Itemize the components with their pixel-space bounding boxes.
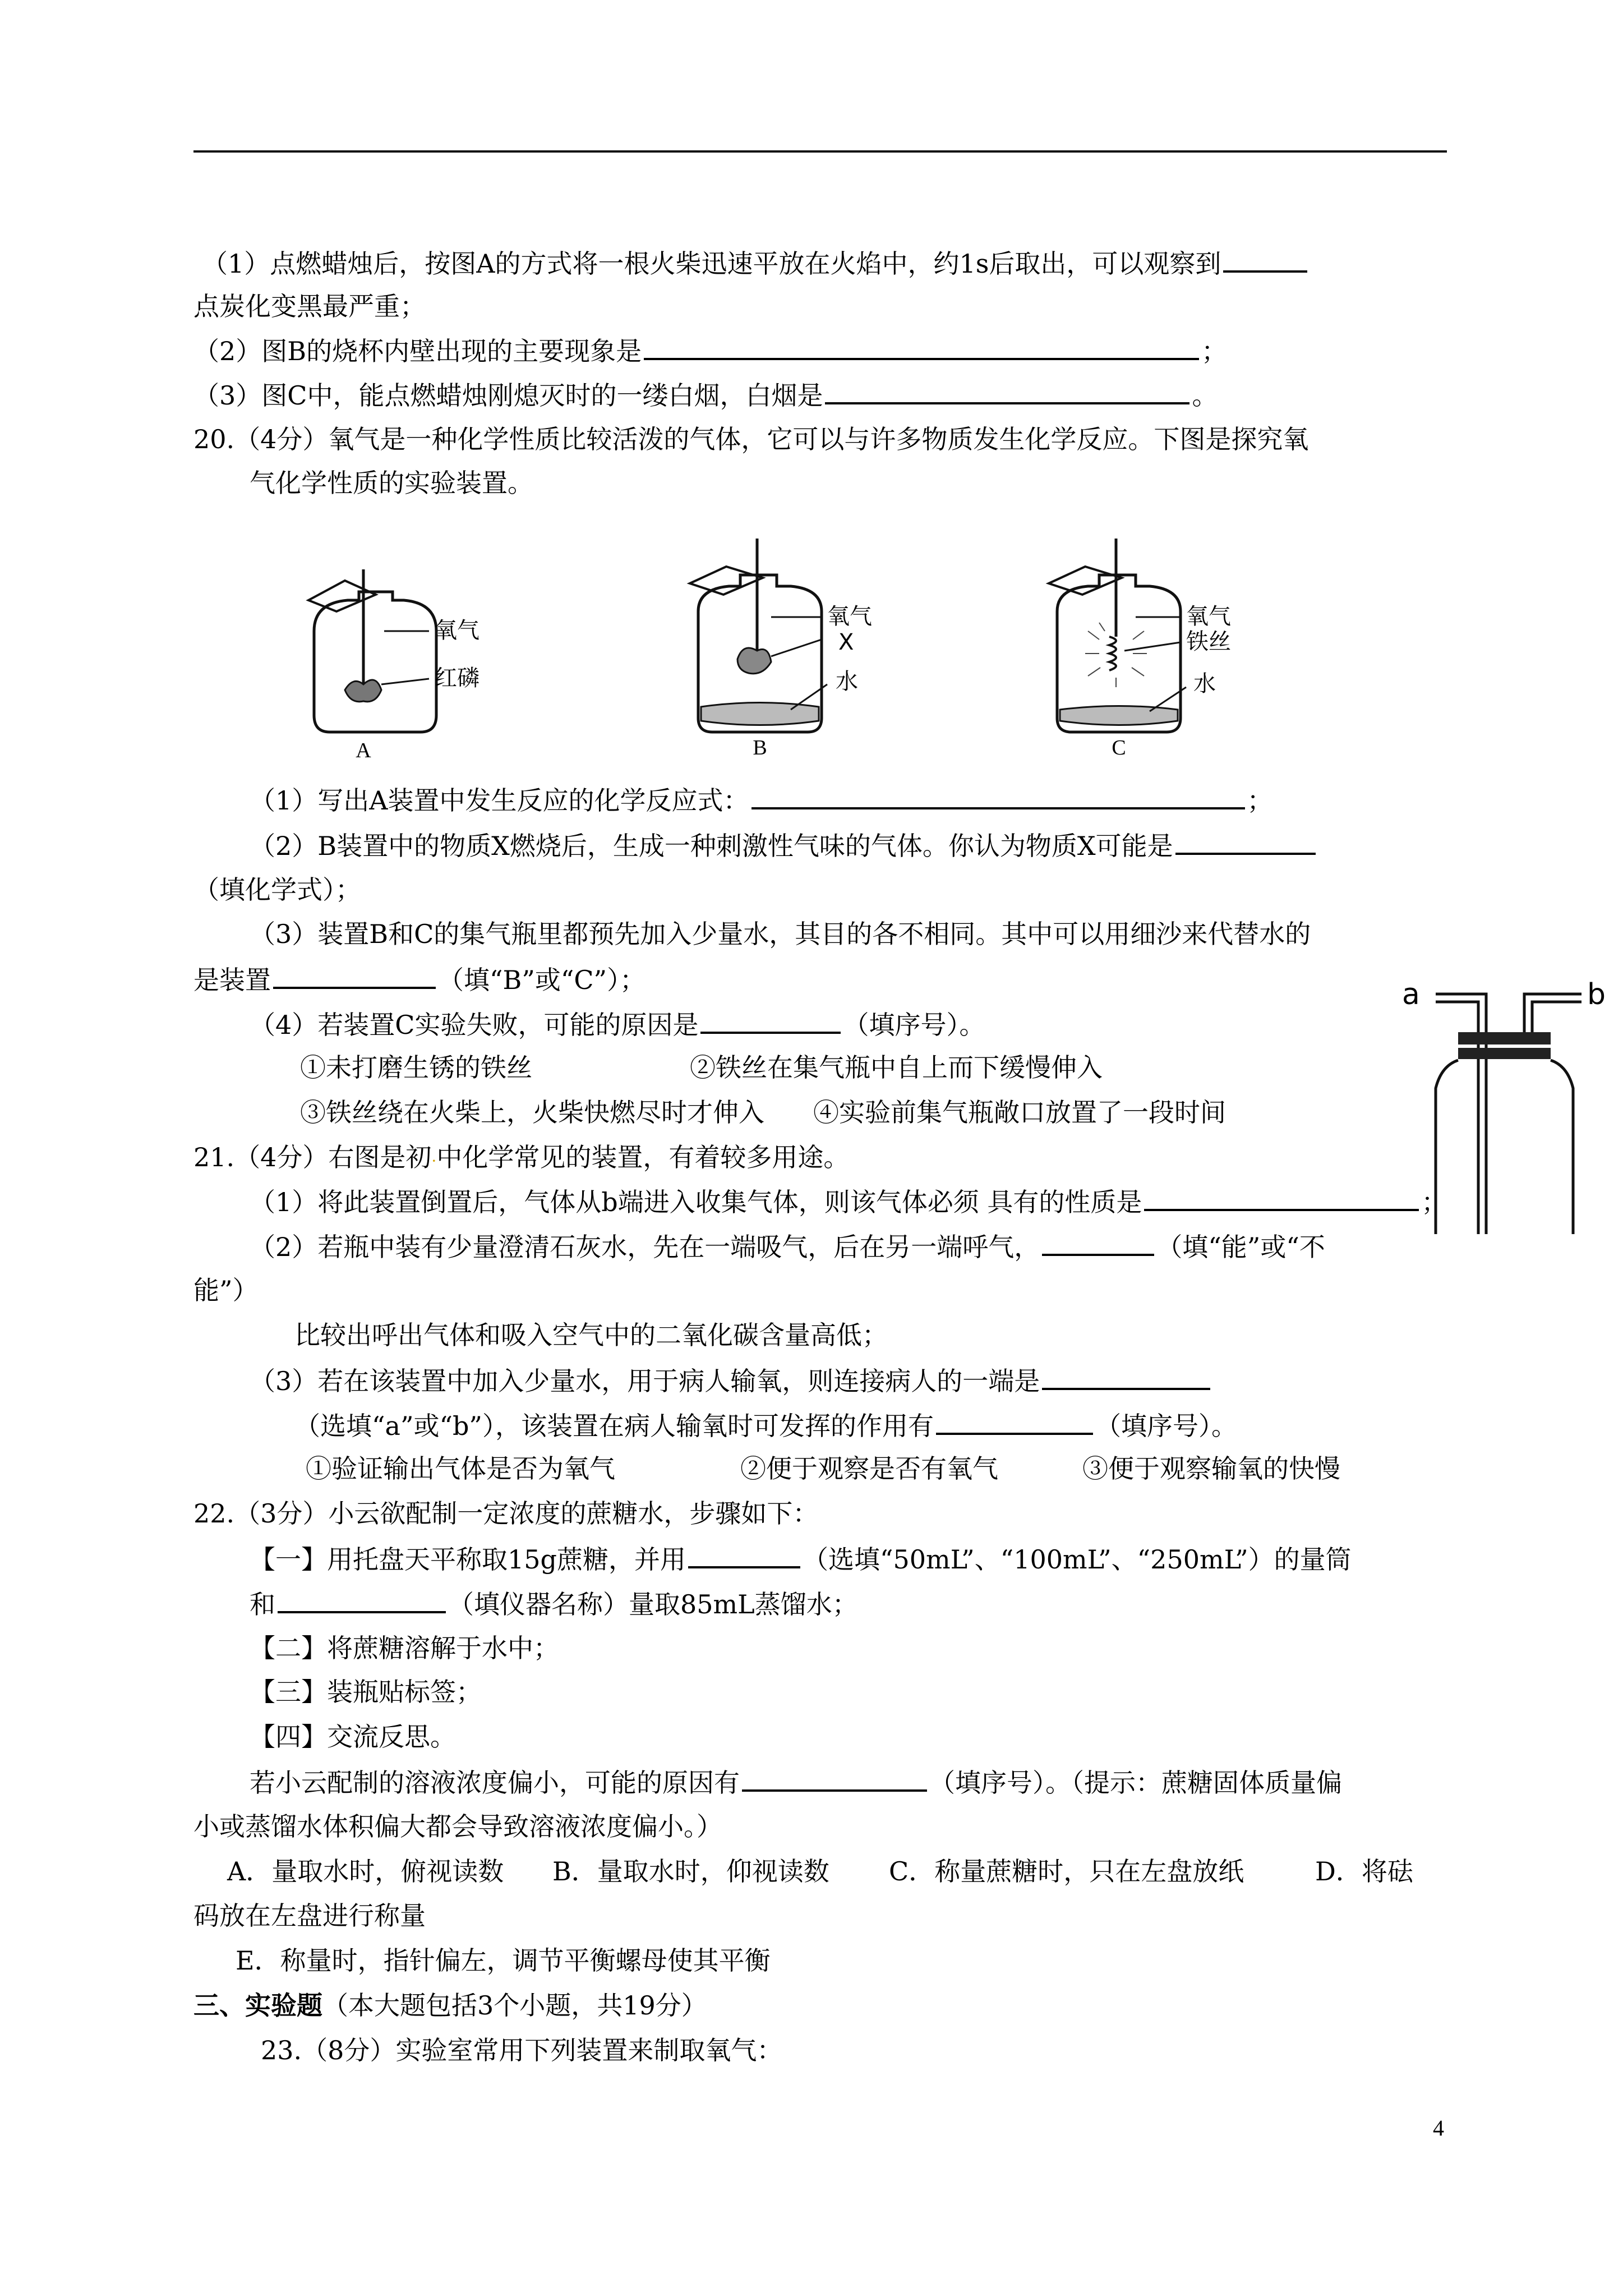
q22-option-d-cont: 码放在左盘进行称量 xyxy=(193,1901,426,1931)
q22-option-a: A．量取水时，俯视读数 xyxy=(227,1856,504,1887)
answer-blank[interactable] xyxy=(825,379,1189,404)
answer-blank[interactable] xyxy=(936,1409,1093,1435)
answer-blank[interactable] xyxy=(688,1543,800,1568)
q21-part1: （1）将此装置倒置后，气体从b端进入收集气体，则该气体必须 具有的性质是 ； xyxy=(250,1185,1447,1219)
q21-option-2: ②便于观察是否有氧气 xyxy=(740,1453,998,1484)
answer-blank[interactable] xyxy=(751,784,1245,809)
q21-part3-line2: （选填“a”或“b”），该装置在病人输氧时可发挥的作用有 （填序号）。 xyxy=(294,1409,1237,1443)
q22-option-c: C．称量蔗糖时，只在左盘放纸 xyxy=(889,1856,1244,1887)
q22-option-e: E．称量时，指针偏左，调节平衡螺母使其平衡 xyxy=(236,1945,771,1976)
q20-option-2: ②铁丝在集气瓶中自上而下缓慢伸入 xyxy=(690,1052,1103,1083)
q21-part2-line2: 能”） xyxy=(193,1275,259,1305)
figure-caption-c: C xyxy=(1112,736,1126,760)
q21-option-1: ①验证输出气体是否为氧气 xyxy=(306,1453,615,1484)
label-oxygen: 氧气 xyxy=(435,618,479,643)
q21-option-3: ③便于观察输氧的快慢 xyxy=(1082,1453,1340,1484)
answer-blank[interactable] xyxy=(1175,829,1316,855)
q20-option-1: ①未打磨生锈的铁丝 xyxy=(300,1052,532,1083)
q22-step1-line2: 和 （填仪器名称）量取85mL蒸馏水； xyxy=(250,1588,858,1621)
q20-part3-line1: （3）装置B和C的集气瓶里都预先加入少量水，其目的各不相同。其中可以用细沙来代替水的 xyxy=(250,919,1311,949)
answer-blank[interactable] xyxy=(278,1588,446,1613)
q20-stem-line1: 20.（4分）氧气是一种化学性质比较活泼的气体，它可以与许多物质发生化学反应。下图是探究氧 xyxy=(193,424,1309,454)
q20-part3-line2: 是装置 （填“B”或“C”）； xyxy=(193,963,645,997)
q19-part2: （2）图B的烧杯内壁出现的主要现象是 ； xyxy=(193,334,1227,368)
q19-part1-line1: （1）点燃蜡烛后，按图A的方式将一根火柴迅速平放在火焰中，约1s后取出，可以观察到 xyxy=(202,247,1310,280)
answer-blank[interactable] xyxy=(273,963,436,989)
q22-option-d: D．将砝 xyxy=(1315,1856,1413,1887)
q20-part1: （1）写出A装置中发生反应的化学反应式： ； xyxy=(250,784,1273,817)
q21-part3-line1: （3）若在该装置中加入少量水，用于病人输氧，则连接病人的一端是 xyxy=(250,1364,1212,1398)
figure-b-jar-x xyxy=(679,539,937,760)
answer-blank[interactable] xyxy=(742,1766,927,1792)
figure-caption-b: B xyxy=(753,736,767,760)
label-iron-wire: 铁丝 xyxy=(1186,629,1231,655)
q21-part2-line1: （2）若瓶中装有少量澄清石灰水，先在一端吸气，后在另一端呼气， （填“能”或“不 xyxy=(250,1230,1325,1264)
q20-part2-line2: （填化学式）； xyxy=(193,875,361,905)
label-x: X xyxy=(838,629,854,655)
answer-blank[interactable] xyxy=(1042,1230,1154,1256)
q22-option-b: B．量取水时，仰视读数 xyxy=(552,1856,829,1887)
q20-option-4: ④实验前集气瓶敞口放置了一段时间 xyxy=(813,1097,1226,1128)
q22-step4: 【四】交流反思。 xyxy=(250,1722,456,1752)
figure-a-jar-red-phosphorus xyxy=(292,569,516,760)
figure-caption-a: A xyxy=(356,739,371,762)
label-oxygen: 氧气 xyxy=(827,604,872,629)
q22-step3: 【三】装瓶贴标签； xyxy=(250,1677,482,1707)
label-water: 水 xyxy=(1193,671,1216,697)
q23-stem: 23.（8分）实验室常用下列装置来制取氧气： xyxy=(261,2035,783,2065)
answer-blank[interactable] xyxy=(700,1008,841,1034)
label-a: a xyxy=(1402,978,1420,1011)
label-water: 水 xyxy=(836,669,858,694)
answer-blank[interactable] xyxy=(644,334,1199,360)
q22-reflect-line1: 若小云配制的溶液浓度偏小，可能的原因有 （填序号）。（提示：蔗糖固体质量偏 xyxy=(250,1766,1342,1800)
page-number: 4 xyxy=(1433,2115,1444,2141)
q20-part4: （4）若装置C实验失败，可能的原因是 （填序号）。 xyxy=(250,1008,985,1042)
q19-part1-line2: 点炭化变黑最严重； xyxy=(193,291,426,321)
section3-heading: 三、实验题（本大题包括3个小题，共19分） xyxy=(193,1990,707,2021)
q20-option-3: ③铁丝绕在火柴上，火柴快燃尽时才伸入 xyxy=(300,1097,764,1128)
q22-step2: 【二】将蔗糖溶解于水中； xyxy=(250,1633,559,1663)
figure-c-jar-iron-wire xyxy=(1038,539,1295,760)
q22-step1-line1: 【一】用托盘天平称取15g蔗糖，并用 （选填“50mL”、“100mL”、“250mL”）的量筒 xyxy=(250,1543,1352,1576)
q19-part3: （3）图C中，能点燃蜡烛刚熄灭时的一缕白烟，白烟是 。 xyxy=(193,379,1218,412)
label-b: b xyxy=(1587,978,1606,1011)
label-red-phosphorus: 红磷 xyxy=(435,665,479,691)
q20-stem-line2: 气化学性质的实验装置。 xyxy=(250,468,533,498)
answer-blank[interactable] xyxy=(1042,1364,1210,1390)
q22-stem: 22.（3分）小云欲配制一定浓度的蔗糖水，步骤如下： xyxy=(193,1498,819,1529)
stray-dot-mark: · xyxy=(431,1152,437,1170)
answer-blank[interactable] xyxy=(1223,247,1307,273)
q20-part2-line1: （2）B装置中的物质X燃烧后，生成一种刺激性气味的气体。你认为物质X可能是 xyxy=(250,829,1318,863)
answer-blank[interactable] xyxy=(1144,1185,1419,1211)
label-oxygen: 氧气 xyxy=(1186,604,1231,629)
q21-part2-line3: 比较出呼出气体和吸入空气中的二氧化碳含量高低； xyxy=(294,1320,888,1350)
q21-stem: 21.（4分）右图是初·中化学常见的装置，有着较多用途。 xyxy=(193,1142,850,1172)
header-rule xyxy=(193,150,1447,153)
q22-reflect-line2: 小或蒸馏水体积偏大都会导致溶液浓度偏小。） xyxy=(193,1811,722,1842)
